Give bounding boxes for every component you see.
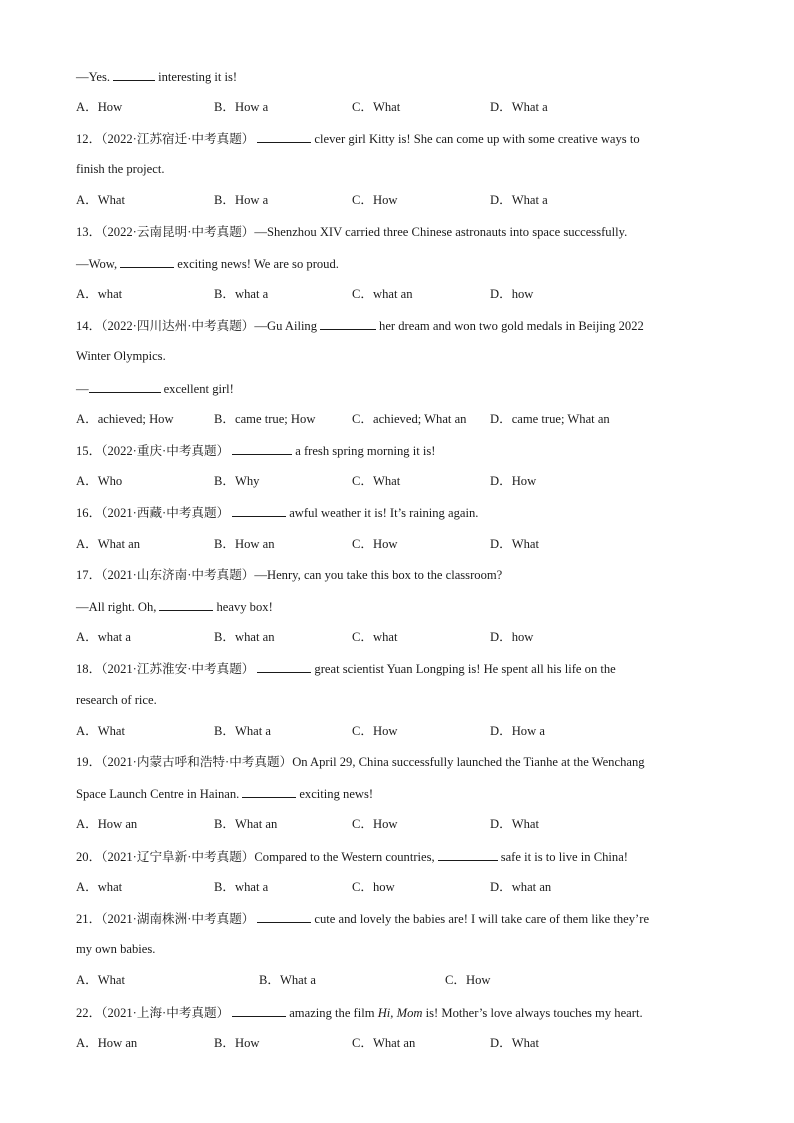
- option-c[interactable]: C．What: [352, 474, 401, 488]
- question-number: 18．: [76, 662, 102, 676]
- option-d[interactable]: D．how: [490, 630, 534, 644]
- option-b[interactable]: B．What a: [214, 724, 272, 738]
- option-b[interactable]: B．How a: [214, 193, 269, 207]
- question-source: （2022·江苏宿迁·中考真题）: [101, 132, 255, 146]
- question-16: 16．（2021·西藏·中考真题） awful weather it is! It’s raining again.: [76, 506, 479, 520]
- option-a[interactable]: A．What: [76, 193, 125, 207]
- question-21-line2: my own babies.: [76, 942, 156, 956]
- option-b[interactable]: B．what an: [214, 630, 275, 644]
- option-b[interactable]: B．What an: [214, 817, 278, 831]
- question-12: 12．（2022·江苏宿迁·中考真题） clever girl Kitty is! She can come up with some creative ways to: [76, 132, 640, 146]
- question-number: 17．: [76, 568, 102, 582]
- option-c[interactable]: C．What an: [352, 1036, 416, 1050]
- option-a[interactable]: A．what: [76, 880, 123, 894]
- question-14-line2: Winter Olympics.: [76, 349, 166, 363]
- option-c[interactable]: C．How: [445, 973, 491, 987]
- option-d[interactable]: D．came true; What an: [490, 412, 610, 426]
- question-17: 17．（2021·山东济南·中考真题）—Henry, can you take this box to the classroom?: [76, 568, 503, 582]
- question-number: 21．: [76, 912, 102, 926]
- question-13: 13．（2022·云南昆明·中考真题）—Shenzhou XIV carried three Chinese astronauts into space successfully.: [76, 225, 628, 239]
- option-b[interactable]: B．How a: [214, 100, 269, 114]
- answer-blank[interactable]: [89, 380, 161, 393]
- option-c[interactable]: C．How: [352, 724, 398, 738]
- option-b[interactable]: B．How: [214, 1036, 260, 1050]
- option-c[interactable]: C．what: [352, 630, 398, 644]
- answer-blank[interactable]: [232, 1004, 286, 1017]
- question-13-line2: —Wow, exciting news! We are so proud.: [76, 257, 339, 271]
- question-source: （2021·湖南株洲·中考真题）: [101, 912, 255, 926]
- option-a[interactable]: A．what a: [76, 630, 131, 644]
- answer-blank[interactable]: [232, 504, 286, 517]
- film-title: Hi, Mom: [377, 1006, 423, 1020]
- option-c[interactable]: C．how: [352, 880, 395, 894]
- option-a[interactable]: A．Who: [76, 474, 123, 488]
- option-d[interactable]: D．What a: [490, 100, 548, 114]
- option-b[interactable]: B．what a: [214, 287, 269, 301]
- answer-blank[interactable]: [242, 785, 296, 798]
- option-a[interactable]: A．what: [76, 287, 123, 301]
- question-number: 12．: [76, 132, 102, 146]
- answer-blank[interactable]: [320, 317, 376, 330]
- question-14-line3: — excellent girl!: [76, 382, 234, 396]
- option-c[interactable]: C．What: [352, 100, 401, 114]
- option-c[interactable]: C．achieved; What an: [352, 412, 467, 426]
- answer-blank[interactable]: [159, 598, 213, 611]
- question-22: 22．（2021·上海·中考真题） amazing the film Hi, Mom is! Mother’s love always touches my heart.: [76, 1006, 643, 1020]
- option-a[interactable]: A．How an: [76, 817, 138, 831]
- answer-blank[interactable]: [232, 442, 292, 455]
- answer-blank[interactable]: [438, 848, 498, 861]
- question-number: 14．: [76, 319, 102, 333]
- answer-blank[interactable]: [113, 68, 155, 81]
- question-14: 14．（2022·四川达州·中考真题）—Gu Ailing her dream and won two gold medals in Beijing 2022: [76, 319, 644, 333]
- q11-answer-line: —Yes. interesting it is!: [76, 70, 238, 84]
- option-c[interactable]: C．How: [352, 537, 398, 551]
- answer-blank[interactable]: [257, 660, 311, 673]
- option-d[interactable]: D．how: [490, 287, 534, 301]
- option-a[interactable]: A．How an: [76, 1036, 138, 1050]
- question-21: 21．（2021·湖南株洲·中考真题） cute and lovely the babies are! I will take care of them like they’re: [76, 912, 650, 926]
- question-source: （2021·山东济南·中考真题）: [101, 568, 255, 582]
- question-source: （2022·云南昆明·中考真题）: [101, 225, 255, 239]
- question-source: （2021·江苏淮安·中考真题）: [101, 662, 255, 676]
- question-15: 15．（2022·重庆·中考真题） a fresh spring morning it is!: [76, 444, 436, 458]
- question-number: 16．: [76, 506, 102, 520]
- option-d[interactable]: D．What: [490, 537, 539, 551]
- question-18: 18．（2021·江苏淮安·中考真题） great scientist Yuan Longping is! He spent all his life on the: [76, 662, 616, 676]
- option-b[interactable]: B．what a: [214, 880, 269, 894]
- option-b[interactable]: B．Why: [214, 474, 260, 488]
- answer-blank[interactable]: [257, 910, 311, 923]
- option-d[interactable]: D．How: [490, 474, 537, 488]
- question-18-line2: research of rice.: [76, 693, 157, 707]
- question-number: 22．: [76, 1006, 102, 1020]
- option-d[interactable]: D．What a: [490, 193, 548, 207]
- option-d[interactable]: D．what an: [490, 880, 552, 894]
- question-source: （2022·重庆·中考真题）: [101, 444, 230, 458]
- option-d[interactable]: D．What: [490, 1036, 539, 1050]
- question-number: 15．: [76, 444, 102, 458]
- question-20: 20．（2021·辽宁阜新·中考真题）Compared to the Western countries, safe it is to live in China!: [76, 850, 629, 864]
- question-19: 19．（2021·内蒙古呼和浩特·中考真题）On April 29, China successfully launched the Tianhe at the Wenchang: [76, 755, 645, 769]
- option-c[interactable]: C．what an: [352, 287, 413, 301]
- option-b[interactable]: B．came true; How: [214, 412, 316, 426]
- option-b[interactable]: B．What a: [259, 973, 317, 987]
- option-a[interactable]: A．What: [76, 973, 125, 987]
- question-number: 20．: [76, 850, 102, 864]
- option-b[interactable]: B．How an: [214, 537, 275, 551]
- question-number: 13．: [76, 225, 102, 239]
- question-19-line2: Space Launch Centre in Hainan. exciting news!: [76, 787, 374, 801]
- question-12-line2: finish the project.: [76, 162, 165, 176]
- question-source: （2021·上海·中考真题）: [101, 1006, 230, 1020]
- question-source: （2021·西藏·中考真题）: [101, 506, 230, 520]
- option-d[interactable]: D．How a: [490, 724, 545, 738]
- answer-blank[interactable]: [257, 130, 311, 143]
- option-c[interactable]: C．How: [352, 193, 398, 207]
- question-source: （2022·四川达州·中考真题）: [101, 319, 255, 333]
- option-a[interactable]: A．achieved; How: [76, 412, 174, 426]
- option-c[interactable]: C．How: [352, 817, 398, 831]
- question-17-line2: —All right. Oh, heavy box!: [76, 600, 273, 614]
- option-d[interactable]: D．What: [490, 817, 539, 831]
- option-a[interactable]: A．What an: [76, 537, 140, 551]
- question-source: （2021·内蒙古呼和浩特·中考真题）: [101, 755, 293, 769]
- question-number: 19．: [76, 755, 102, 769]
- option-a[interactable]: A．What: [76, 724, 125, 738]
- option-a[interactable]: A．How: [76, 100, 123, 114]
- answer-blank[interactable]: [120, 255, 174, 268]
- question-source: （2021·辽宁阜新·中考真题）: [101, 850, 255, 864]
